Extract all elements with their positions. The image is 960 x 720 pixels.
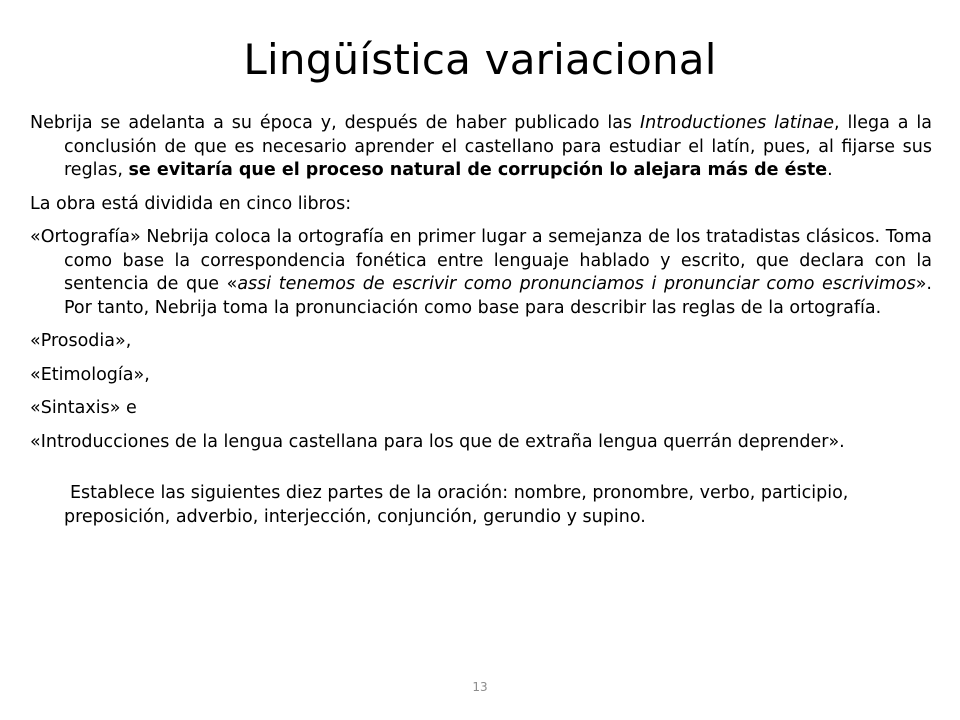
paragraph-text: , llega a la conclusión de que es necesario aprender el castellano para estudiar el latín, pues, al fijarse sus reglas, xyxy=(64,113,932,180)
quote-italic: assi tenemos de escrivir como pronunciamos i pronunciar como escrivimos xyxy=(237,274,916,294)
paragraph-text: Nebrija se adelanta a su época y, después de haber publicado las xyxy=(30,113,640,133)
paragraph-etimologia: «Etimología», xyxy=(30,364,150,385)
paragraph-introducciones: «Introducciones de la lengua castellana para los que de extraña lengua querrán deprender». xyxy=(30,431,845,452)
paragraph-books-intro: La obra está dividida en cinco libros: xyxy=(30,193,352,214)
page-number: 13 xyxy=(472,680,488,694)
paragraph-text: ». Por tanto, Nebrija toma la pronunciación como base para describir las reglas de la ortografía. xyxy=(64,274,932,318)
bold-emphasis: se evitaría que el proceso natural de corrupción lo alejara más de éste xyxy=(128,160,828,180)
paragraph-ortografia xyxy=(30,226,932,320)
paragraph-text: «Ortografía» Nebrija coloca la ortografía en primer lugar a semejanza de los tratadistas clásicos. Toma como base la correspondencia fonética entre lenguaje hablado y escrito, que declara con la sentencia de que « xyxy=(30,227,932,294)
paragraph-text: Establece las siguientes diez partes de la oración: nombre, pronombre, verbo, participio, preposición, adverbio, interjección, conjunción, gerundio y supino. xyxy=(64,483,849,527)
paragraph-partes-oracion xyxy=(30,482,932,529)
paragraph-sintaxis: «Sintaxis» e xyxy=(30,398,137,418)
slide-title: Lingüística variacional xyxy=(243,35,717,84)
slide-body xyxy=(30,112,932,539)
paragraph-prosodia: «Prosodia», xyxy=(30,331,132,351)
paragraph-nebrija-intro xyxy=(30,112,932,183)
paragraph-text: . xyxy=(827,160,833,180)
book-title-italic: Introductiones latinae xyxy=(639,113,835,133)
